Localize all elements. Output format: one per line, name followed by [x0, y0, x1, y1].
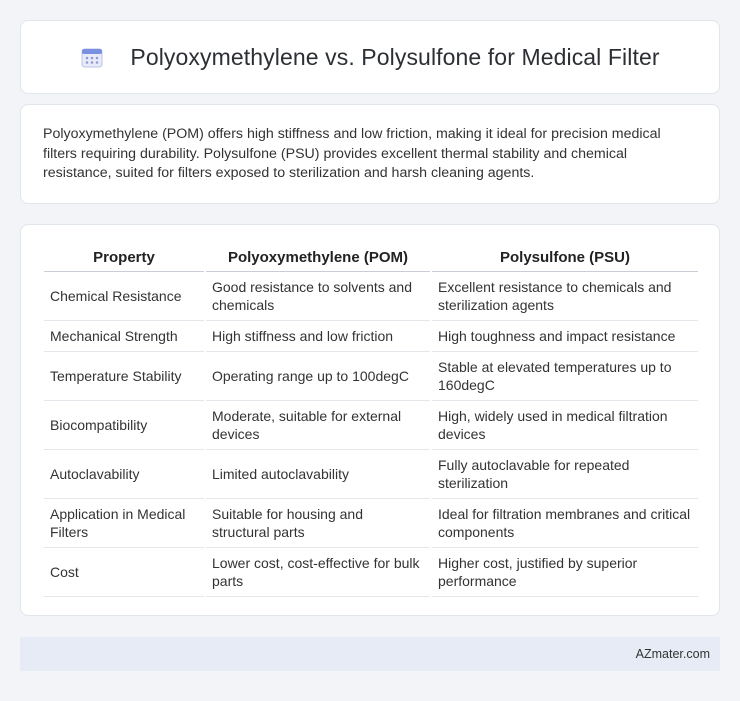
table-cell: Biocompatibility — [44, 401, 204, 450]
table-row — [44, 548, 698, 597]
table-cell: Excellent resistance to chemicals and sterilization agents — [432, 272, 698, 321]
table-cell: Mechanical Strength — [44, 321, 204, 352]
table-row — [44, 321, 698, 352]
table-cell: Application in Medical Filters — [44, 499, 204, 548]
column-header-property: Property — [44, 244, 204, 272]
intro-card — [20, 104, 720, 204]
table-cell: Temperature Stability — [44, 352, 204, 401]
page-title: Polyoxymethylene vs. Polysulfone for Medical Filter — [130, 43, 660, 70]
table-header-row — [44, 244, 698, 272]
table-cell: Fully autoclavable for repeated sterilization — [432, 450, 698, 499]
table-row — [44, 401, 698, 450]
footer — [20, 637, 720, 671]
column-header-psu: Polysulfone (PSU) — [432, 244, 698, 272]
table-cell: High stiffness and low friction — [206, 321, 430, 352]
table-cell: Good resistance to solvents and chemicals — [206, 272, 430, 321]
footer-source-text: AZmater.com — [635, 647, 710, 661]
comparison-table-card — [20, 224, 720, 616]
table-cell: Autoclavability — [44, 450, 204, 499]
table-cell: Lower cost, cost-effective for bulk parts — [206, 548, 430, 597]
calendar-icon — [80, 45, 104, 69]
table-row — [44, 499, 698, 548]
table-cell: Cost — [44, 548, 204, 597]
table-cell: High, widely used in medical filtration devices — [432, 401, 698, 450]
table-cell: Higher cost, justified by superior performance — [432, 548, 698, 597]
table-row — [44, 450, 698, 499]
column-header-pom: Polyoxymethylene (POM) — [206, 244, 430, 272]
header-card — [20, 20, 720, 94]
table-cell: Moderate, suitable for external devices — [206, 401, 430, 450]
table-cell: Chemical Resistance — [44, 272, 204, 321]
table-cell: Ideal for filtration membranes and critical components — [432, 499, 698, 548]
table-cell: Suitable for housing and structural parts — [206, 499, 430, 548]
table-cell: High toughness and impact resistance — [432, 321, 698, 352]
table-row — [44, 272, 698, 321]
comparison-table — [42, 244, 700, 597]
table-cell: Stable at elevated temperatures up to 160degC — [432, 352, 698, 401]
table-cell: Limited autoclavability — [206, 450, 430, 499]
table-row — [44, 352, 698, 401]
table-cell: Operating range up to 100degC — [206, 352, 430, 401]
intro-text: Polyoxymethylene (POM) offers high stiffness and low friction, making it ideal for precision medical filters requiring durability. Polysulfone (PSU) provides excellent thermal stability and chemical resistance, suited for filters exposed to sterilization and harsh cleaning agents. — [43, 126, 661, 181]
